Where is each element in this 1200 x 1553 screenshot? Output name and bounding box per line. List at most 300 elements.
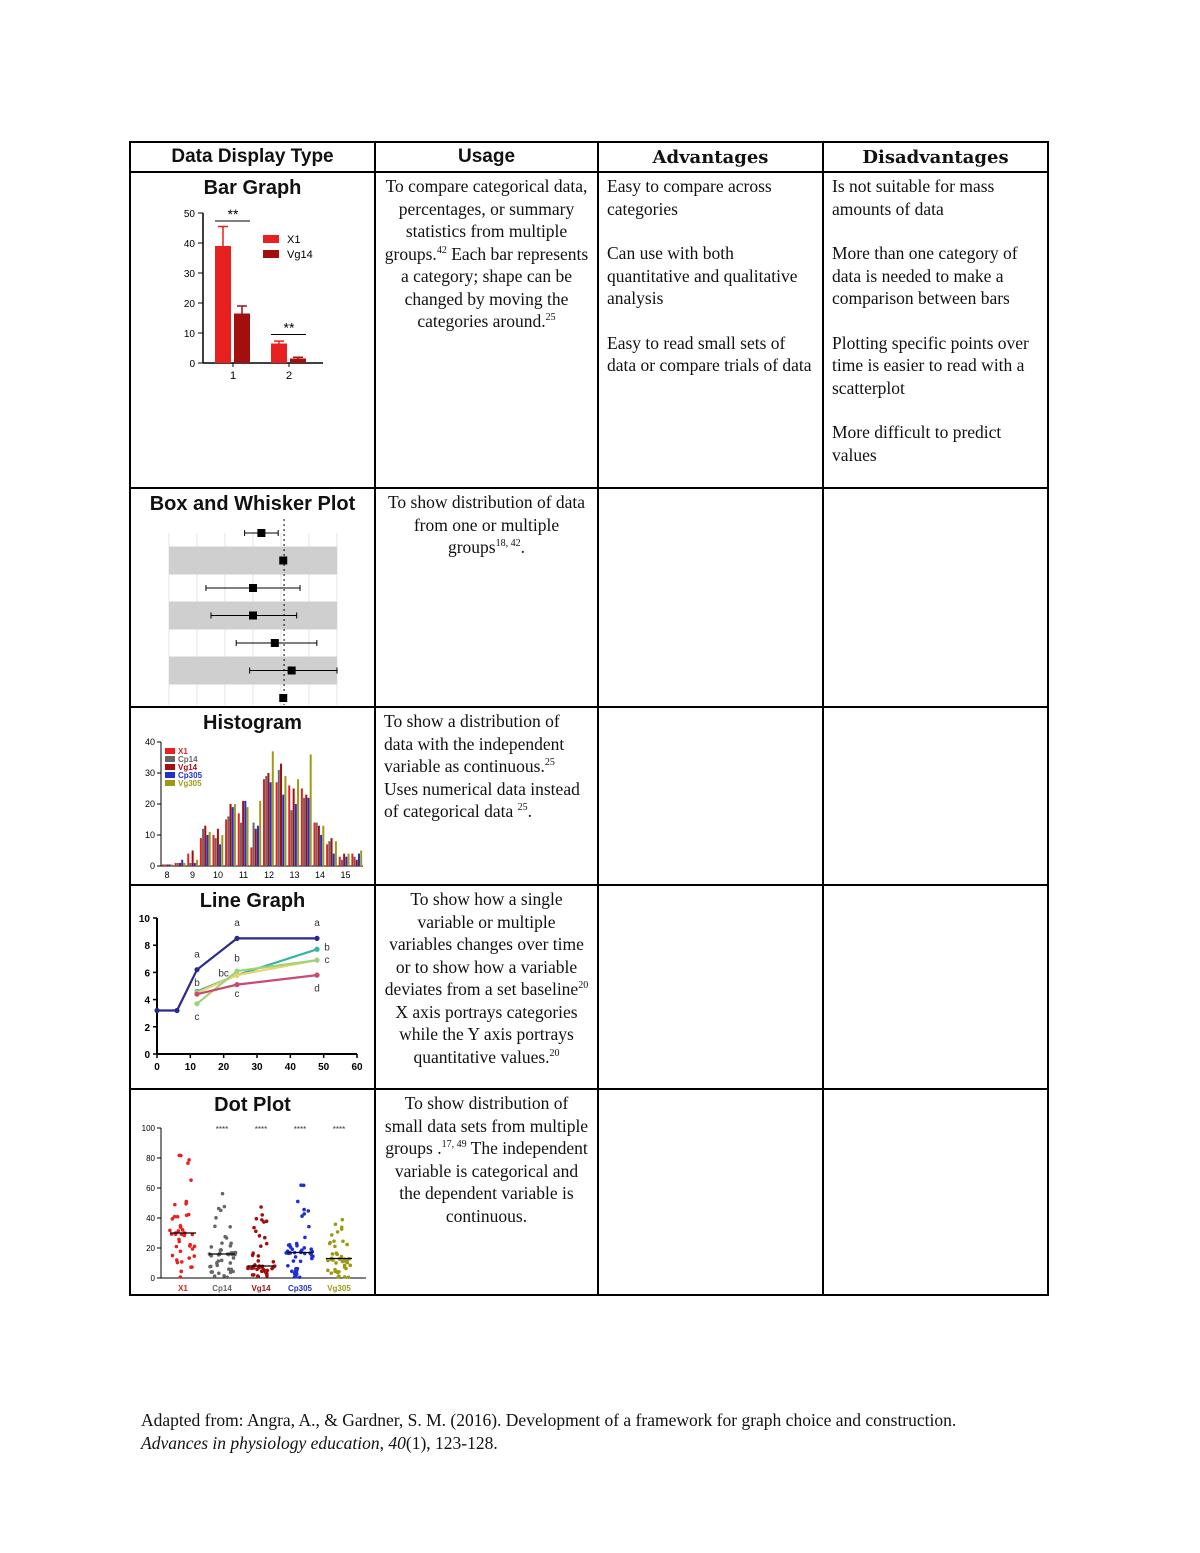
row-box-whisker bbox=[130, 488, 1048, 707]
histogram-bar bbox=[351, 854, 353, 866]
legend-label: X1 bbox=[178, 747, 188, 756]
dot bbox=[345, 1259, 349, 1263]
row-line-graph bbox=[130, 885, 1048, 1089]
histogram-bar bbox=[354, 857, 356, 866]
dot bbox=[260, 1218, 264, 1222]
x-tick-label: 10 bbox=[184, 1062, 196, 1073]
dot bbox=[292, 1259, 296, 1263]
header-advantages: Advantages bbox=[598, 142, 823, 172]
data-point bbox=[194, 992, 199, 997]
histogram-bar bbox=[230, 804, 232, 866]
histogram-bar bbox=[189, 863, 191, 866]
significance-annotation: **** bbox=[332, 1125, 346, 1134]
dot bbox=[187, 1213, 191, 1217]
dot bbox=[293, 1275, 297, 1279]
data-point bbox=[314, 958, 319, 963]
histogram-bar bbox=[333, 854, 335, 866]
dot bbox=[180, 1260, 184, 1264]
histogram-bar bbox=[293, 789, 295, 867]
histogram-bar bbox=[192, 851, 194, 867]
histogram-chart bbox=[131, 734, 371, 884]
dot bbox=[257, 1275, 261, 1279]
dot bbox=[221, 1192, 225, 1196]
dot bbox=[175, 1245, 179, 1249]
dot bbox=[223, 1205, 227, 1209]
significance-letter: d bbox=[314, 983, 320, 995]
dot bbox=[171, 1254, 175, 1258]
row-dot-plot bbox=[130, 1089, 1048, 1295]
legend-label: Vg14 bbox=[287, 249, 313, 261]
dot bbox=[341, 1260, 345, 1264]
point-marker bbox=[271, 639, 279, 647]
histogram-bar bbox=[162, 864, 164, 866]
dot bbox=[217, 1259, 221, 1263]
dot bbox=[175, 1258, 179, 1262]
header-data-display-type: Data Display Type bbox=[130, 142, 375, 172]
histogram-bar bbox=[255, 829, 257, 866]
histogram-bar bbox=[343, 854, 345, 866]
data-point bbox=[314, 947, 319, 952]
dot bbox=[343, 1275, 347, 1279]
histogram-bar bbox=[253, 823, 255, 866]
histogram-bar bbox=[290, 810, 292, 866]
point-marker bbox=[279, 557, 287, 565]
histogram-bar bbox=[320, 835, 322, 866]
legend-swatch bbox=[263, 235, 279, 243]
y-tick-label: 10 bbox=[138, 914, 150, 925]
data-point bbox=[234, 982, 239, 987]
usage-text: To show distribution of data from one or multiple groups$^{18, 42}$. bbox=[387, 492, 586, 557]
histogram-bar bbox=[288, 785, 290, 866]
y-tick-label: 0 bbox=[150, 1274, 155, 1283]
histogram-bar bbox=[171, 864, 173, 866]
dot bbox=[289, 1245, 293, 1249]
advantages-cell-empty bbox=[598, 488, 823, 707]
x-tick-label: 13 bbox=[289, 870, 300, 880]
dot bbox=[229, 1268, 233, 1272]
significance-annotation: **** bbox=[254, 1125, 268, 1134]
histogram-bar bbox=[204, 826, 206, 866]
dot bbox=[331, 1252, 335, 1256]
dot bbox=[341, 1218, 345, 1222]
histogram-bar bbox=[303, 798, 305, 866]
line-graph-chart bbox=[131, 912, 371, 1088]
y-tick-label: 4 bbox=[144, 995, 150, 1007]
histogram-bar bbox=[202, 829, 204, 866]
dot bbox=[299, 1260, 303, 1264]
disadvantage-item: Is not suitable for mass amounts of data bbox=[832, 176, 995, 219]
histogram-bar bbox=[209, 832, 211, 866]
data-point bbox=[234, 936, 239, 941]
dot bbox=[336, 1230, 340, 1234]
dot bbox=[187, 1158, 191, 1162]
dot bbox=[187, 1256, 191, 1260]
dot-plot-chart bbox=[131, 1116, 371, 1294]
dot bbox=[330, 1233, 334, 1237]
bar bbox=[234, 314, 250, 364]
dot bbox=[343, 1264, 347, 1268]
histogram-bar bbox=[348, 854, 350, 866]
bar bbox=[290, 359, 306, 364]
x-tick-label: 30 bbox=[251, 1062, 263, 1073]
dot bbox=[176, 1215, 180, 1219]
dot bbox=[326, 1269, 330, 1273]
dot bbox=[302, 1184, 306, 1188]
dot bbox=[179, 1224, 183, 1228]
legend-label: Vg305 bbox=[178, 779, 202, 788]
histogram-bar bbox=[316, 823, 318, 866]
dot bbox=[190, 1265, 194, 1269]
histogram-bar bbox=[181, 860, 183, 866]
significance-letter: c bbox=[234, 988, 240, 1000]
advantage-item: Easy to compare across categories bbox=[607, 176, 772, 219]
dot bbox=[336, 1271, 340, 1275]
header-disadvantages: Disadvantages bbox=[823, 142, 1048, 172]
dot bbox=[300, 1214, 304, 1218]
histogram-bar bbox=[270, 782, 272, 866]
dot bbox=[295, 1242, 299, 1246]
legend-label: X1 bbox=[287, 234, 301, 246]
dot bbox=[347, 1275, 351, 1279]
dot bbox=[192, 1254, 196, 1258]
histogram-bar bbox=[360, 851, 362, 867]
advantage-item: Can use with both quantitative and qualitative analysis bbox=[607, 243, 798, 308]
dot bbox=[215, 1264, 219, 1268]
dot bbox=[333, 1245, 337, 1249]
histogram-bar bbox=[284, 776, 286, 866]
dot bbox=[261, 1268, 265, 1272]
dot bbox=[345, 1243, 349, 1247]
data-point bbox=[194, 1001, 199, 1006]
dot bbox=[260, 1213, 264, 1217]
dot bbox=[229, 1261, 233, 1265]
y-tick-label: 0 bbox=[144, 1050, 150, 1061]
dot bbox=[272, 1260, 276, 1264]
dot bbox=[177, 1229, 181, 1233]
usage-text: To compare categorical data, percentages, or summary statistics from multiple groups.$^{42}$ Each bar represents a category; shape can be changed by moving the categories around.$^{25}$ bbox=[384, 176, 589, 331]
x-tick-label: Cp14 bbox=[212, 1284, 232, 1293]
dot bbox=[217, 1271, 221, 1275]
bar bbox=[271, 344, 287, 364]
histogram-bar bbox=[331, 838, 333, 866]
dot bbox=[179, 1154, 183, 1158]
histogram-bar bbox=[206, 835, 208, 866]
y-tick-label: 50 bbox=[183, 209, 195, 220]
disadvantage-item: More difficult to predict values bbox=[832, 422, 1002, 465]
histogram-bar bbox=[265, 776, 267, 866]
y-tick-label: 8 bbox=[144, 941, 150, 953]
disadvantages-cell-empty bbox=[823, 488, 1048, 707]
type-cell-line-graph bbox=[130, 885, 375, 1089]
x-tick-label: 9 bbox=[189, 870, 196, 880]
histogram-bar bbox=[318, 826, 320, 866]
box-whisker-chart bbox=[131, 515, 371, 705]
histogram-bar bbox=[194, 863, 196, 866]
dot bbox=[307, 1225, 311, 1229]
significance-letter: c bbox=[194, 1012, 200, 1023]
advantages-list bbox=[599, 173, 822, 377]
dot bbox=[344, 1267, 348, 1271]
type-label: Histogram bbox=[203, 712, 302, 734]
dot bbox=[258, 1234, 262, 1238]
x-tick-label: Vg305 bbox=[327, 1284, 351, 1293]
dot bbox=[219, 1248, 223, 1252]
dot bbox=[252, 1226, 256, 1230]
point-marker bbox=[288, 667, 296, 675]
dot bbox=[332, 1239, 336, 1243]
dot bbox=[340, 1255, 344, 1259]
histogram-bar bbox=[276, 782, 278, 866]
dot bbox=[179, 1275, 183, 1279]
histogram-bar bbox=[282, 795, 284, 866]
dot bbox=[184, 1202, 188, 1206]
x-tick-label: 60 bbox=[351, 1062, 363, 1073]
dot bbox=[214, 1216, 218, 1220]
histogram-bar bbox=[297, 779, 299, 866]
histogram-bar bbox=[278, 770, 280, 866]
histogram-bar bbox=[175, 863, 177, 866]
histogram-bar bbox=[217, 829, 219, 866]
histogram-bar bbox=[166, 864, 168, 866]
usage-cell bbox=[375, 885, 598, 1089]
histogram-bar bbox=[257, 826, 259, 866]
x-tick-label: 40 bbox=[284, 1062, 296, 1073]
point-marker bbox=[249, 612, 257, 620]
data-point bbox=[174, 1008, 179, 1013]
usage-cell bbox=[375, 488, 598, 707]
row-bar-graph bbox=[130, 172, 1048, 488]
dot bbox=[223, 1235, 227, 1239]
significance-annotation: **** bbox=[293, 1125, 307, 1134]
dot bbox=[334, 1222, 338, 1226]
data-point bbox=[314, 936, 319, 941]
dot bbox=[290, 1269, 294, 1273]
x-tick-label: 2 bbox=[285, 370, 293, 379]
x-tick-label: Vg14 bbox=[251, 1284, 271, 1293]
dot bbox=[326, 1259, 330, 1263]
dot bbox=[303, 1236, 307, 1240]
dot bbox=[213, 1274, 217, 1278]
dot bbox=[296, 1200, 300, 1204]
legend-swatch bbox=[165, 772, 175, 778]
x-tick-label: 1 bbox=[229, 370, 237, 379]
data-point bbox=[154, 1008, 159, 1013]
x-tick-label: 50 bbox=[318, 1062, 330, 1073]
dot bbox=[259, 1205, 263, 1209]
dot bbox=[294, 1255, 298, 1259]
histogram-bar bbox=[341, 860, 343, 866]
advantages-cell-empty bbox=[598, 1089, 823, 1295]
usage-cell bbox=[375, 707, 598, 885]
histogram-bar bbox=[200, 838, 202, 866]
dot bbox=[265, 1242, 269, 1246]
histogram-bar bbox=[247, 807, 249, 866]
y-tick-label: 6 bbox=[144, 968, 150, 980]
disadvantage-item: More than one category of data is needed to make a comparison between bars bbox=[832, 243, 1018, 308]
dot bbox=[256, 1259, 260, 1263]
bar-graph-chart bbox=[131, 199, 371, 379]
histogram-bar bbox=[345, 857, 347, 866]
dot bbox=[306, 1209, 310, 1213]
dot bbox=[213, 1225, 217, 1229]
histogram-bar bbox=[232, 807, 234, 866]
point-marker bbox=[257, 529, 265, 537]
legend-swatch bbox=[165, 780, 175, 786]
dot bbox=[228, 1225, 232, 1229]
dot bbox=[335, 1251, 339, 1255]
dot bbox=[265, 1219, 269, 1223]
histogram-bar bbox=[213, 835, 215, 866]
data-point bbox=[194, 967, 199, 972]
histogram-bar bbox=[335, 841, 337, 866]
header-row bbox=[130, 142, 1048, 172]
usage-cell bbox=[375, 1089, 598, 1295]
dot bbox=[179, 1249, 183, 1253]
dot bbox=[254, 1229, 258, 1233]
y-tick-label: 10 bbox=[144, 830, 155, 840]
histogram-bar bbox=[240, 823, 242, 866]
dot bbox=[302, 1208, 306, 1212]
usage-text: To show distribution of small data sets from multiple groups .$^{17, 49}$ The independent variable is categorical and the dependent variable is continuous. bbox=[384, 1093, 589, 1226]
point-marker bbox=[279, 694, 287, 702]
histogram-bar bbox=[322, 826, 324, 866]
dot bbox=[210, 1270, 214, 1274]
histogram-bar bbox=[183, 863, 185, 866]
advantages-cell bbox=[598, 172, 823, 488]
disadvantages-cell bbox=[823, 172, 1048, 488]
type-cell-histogram bbox=[130, 707, 375, 885]
histogram-bar bbox=[215, 838, 217, 866]
dot bbox=[337, 1274, 341, 1278]
legend-swatch bbox=[165, 764, 175, 770]
legend-label: Cp305 bbox=[178, 771, 203, 780]
histogram-bar bbox=[310, 754, 312, 866]
histogram-bar bbox=[242, 801, 244, 866]
histogram-bar bbox=[244, 801, 246, 866]
dot bbox=[219, 1209, 223, 1213]
y-tick-label: 20 bbox=[183, 299, 195, 310]
header-usage: Usage bbox=[375, 142, 598, 172]
disadvantage-item: Plotting specific points over time is easier to read with a scatterplot bbox=[832, 332, 1029, 398]
disadvantages-cell-empty bbox=[823, 885, 1048, 1089]
y-tick-label: 60 bbox=[146, 1184, 155, 1193]
dot bbox=[232, 1256, 236, 1260]
legend-label: Cp14 bbox=[178, 755, 198, 764]
significance-letter: c bbox=[324, 954, 330, 966]
dot bbox=[193, 1244, 197, 1248]
x-tick-label: 10 bbox=[212, 870, 224, 880]
significance-letter: b bbox=[324, 942, 330, 954]
dot bbox=[250, 1267, 254, 1271]
histogram-bar bbox=[263, 779, 265, 866]
dot bbox=[348, 1264, 352, 1268]
dot bbox=[179, 1270, 183, 1274]
significance-letter: b bbox=[234, 953, 240, 965]
histogram-bar bbox=[187, 854, 189, 866]
dot bbox=[303, 1246, 307, 1250]
y-tick-label: 30 bbox=[183, 269, 195, 280]
dot bbox=[263, 1236, 267, 1240]
dot bbox=[210, 1245, 214, 1249]
y-tick-label: 100 bbox=[141, 1124, 155, 1133]
histogram-bar bbox=[295, 804, 297, 866]
significance-letter: b bbox=[194, 978, 200, 989]
histogram-bar bbox=[238, 813, 240, 866]
dot bbox=[298, 1275, 302, 1279]
histogram-bar bbox=[227, 816, 229, 866]
histogram-bar bbox=[164, 864, 166, 866]
histogram-bar bbox=[177, 863, 179, 866]
dot bbox=[257, 1254, 261, 1258]
usage-text: To show how a single variable or multiple variables changes over time or to show how a variable deviates from a set baseline$^{20}$ X axis portrays categories while the Y axis portrays quantitative values.$^{20}$ bbox=[384, 889, 589, 1067]
y-tick-label: 80 bbox=[146, 1154, 155, 1163]
dot bbox=[251, 1251, 255, 1255]
dot bbox=[340, 1226, 344, 1230]
dot bbox=[229, 1244, 233, 1248]
dot bbox=[177, 1240, 181, 1244]
dot bbox=[168, 1229, 172, 1233]
y-tick-label: 20 bbox=[146, 1244, 155, 1253]
advantages-cell-empty bbox=[598, 885, 823, 1089]
y-tick-label: 0 bbox=[149, 861, 155, 871]
x-tick-label: X1 bbox=[178, 1284, 188, 1293]
dot bbox=[255, 1268, 259, 1272]
x-tick-label: 15 bbox=[340, 870, 351, 880]
legend-swatch bbox=[165, 748, 175, 754]
histogram-bar bbox=[328, 841, 330, 866]
significance-letter: a bbox=[234, 918, 240, 930]
significance-letter: a bbox=[194, 949, 200, 961]
legend-label: Vg14 bbox=[178, 763, 198, 772]
type-cell-box-whisker bbox=[130, 488, 375, 707]
dot bbox=[186, 1161, 190, 1165]
histogram-bar bbox=[259, 801, 261, 866]
type-label: Line Graph bbox=[199, 890, 306, 912]
dot bbox=[208, 1265, 212, 1269]
dot bbox=[226, 1275, 230, 1279]
dot bbox=[329, 1271, 333, 1275]
histogram-bar bbox=[307, 798, 309, 866]
y-tick-label: 10 bbox=[183, 329, 195, 340]
dot bbox=[220, 1259, 224, 1263]
histogram-bar bbox=[221, 835, 223, 866]
dot bbox=[328, 1241, 332, 1245]
significance-letter: bc bbox=[218, 968, 229, 980]
dot bbox=[181, 1228, 185, 1232]
x-tick-label: 20 bbox=[218, 1062, 230, 1073]
data-point bbox=[314, 973, 319, 978]
legend-swatch bbox=[263, 250, 279, 258]
dot bbox=[189, 1178, 193, 1182]
type-label: Box and Whisker Plot bbox=[149, 493, 356, 515]
x-tick-label: 14 bbox=[314, 870, 326, 880]
advantage-item: Easy to read small sets of data or compare trials of data bbox=[607, 332, 812, 375]
histogram-bar bbox=[196, 860, 198, 866]
y-tick-label: 30 bbox=[144, 768, 155, 778]
histogram-bar bbox=[267, 773, 269, 866]
significance-annotation: ** bbox=[283, 319, 295, 336]
point-marker bbox=[249, 584, 257, 592]
histogram-bar bbox=[305, 795, 307, 866]
row-histogram bbox=[130, 707, 1048, 885]
significance-annotation: **** bbox=[215, 1125, 229, 1134]
histogram-bar bbox=[225, 820, 227, 867]
disadvantages-list bbox=[824, 173, 1047, 466]
usage-text: To show a distribution of data with the independent variable as continuous.$^{25}$ Uses numerical data instead of categorical data $^{25}$. bbox=[384, 711, 580, 821]
significance-letter: a bbox=[314, 918, 320, 930]
dot bbox=[310, 1257, 314, 1261]
citation: Adapted from: Angra, A., & Gardner, S. M. (2016). Development of a framework for graph choice and construction. Advances in physiology education, 40(1), 123-128. bbox=[141, 1410, 957, 1453]
